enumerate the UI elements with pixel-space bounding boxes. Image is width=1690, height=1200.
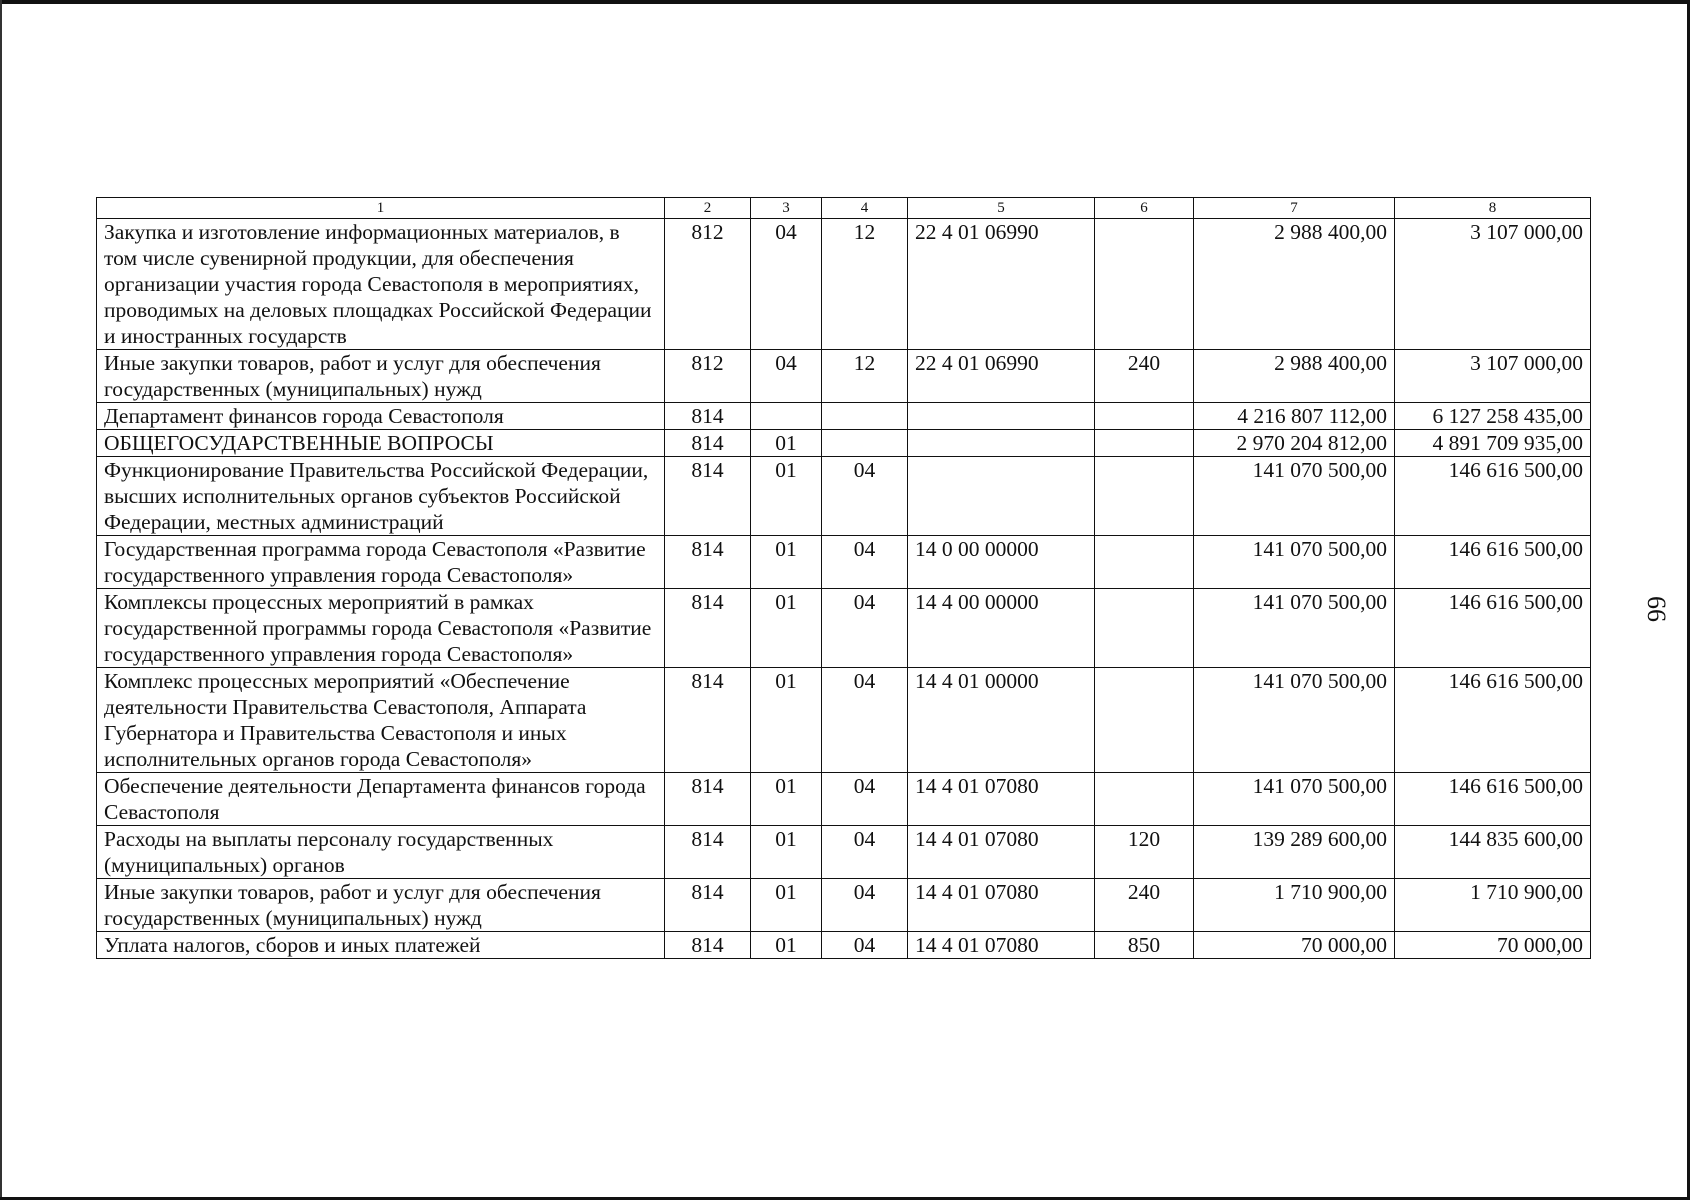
expense-type-cell: 240 (1095, 879, 1194, 932)
expense-name-cell: Закупка и изготовление информационных материалов, в том числе сувенирной продукции, для обеспечения организации участия города Севастополя в мероприятиях, проводимых на деловых площадках Российской Федерации и иностранных государств (97, 219, 665, 350)
amount-year-2-cell: 146 616 500,00 (1395, 773, 1591, 826)
ministry-code-cell: 814 (665, 773, 751, 826)
expense-name-cell: Иные закупки товаров, работ и услуг для обеспечения государственных (муниципальных) нужд (97, 879, 665, 932)
subsection-code-cell: 04 (822, 773, 908, 826)
budget-table (96, 197, 1591, 959)
amount-year-1-cell: 139 289 600,00 (1194, 826, 1395, 879)
col-header-2: 2 (665, 198, 751, 219)
table-row (97, 219, 1591, 350)
target-article-cell: 14 4 01 00000 (908, 668, 1095, 773)
amount-year-1-cell: 141 070 500,00 (1194, 457, 1395, 536)
amount-year-2-cell: 6 127 258 435,00 (1395, 403, 1591, 430)
ministry-code-cell: 812 (665, 219, 751, 350)
amount-year-2-cell: 144 835 600,00 (1395, 826, 1591, 879)
target-article-cell: 14 4 01 07080 (908, 773, 1095, 826)
col-header-6: 6 (1095, 198, 1194, 219)
section-code-cell: 01 (751, 430, 822, 457)
subsection-code-cell: 04 (822, 536, 908, 589)
table-row (97, 589, 1591, 668)
table-row (97, 932, 1591, 959)
target-article-cell: 14 4 01 07080 (908, 826, 1095, 879)
subsection-code-cell: 04 (822, 932, 908, 959)
amount-year-1-cell: 141 070 500,00 (1194, 668, 1395, 773)
expense-type-cell: 120 (1095, 826, 1194, 879)
ministry-code-cell: 814 (665, 879, 751, 932)
section-code-cell: 01 (751, 589, 822, 668)
subsection-code-cell: 04 (822, 668, 908, 773)
ministry-code-cell: 814 (665, 826, 751, 879)
target-article-cell: 22 4 01 06990 (908, 219, 1095, 350)
table-row (97, 826, 1591, 879)
target-article-cell: 14 4 00 00000 (908, 589, 1095, 668)
amount-year-2-cell: 146 616 500,00 (1395, 589, 1591, 668)
scan-edge-left (0, 0, 2, 1200)
section-code-cell: 01 (751, 536, 822, 589)
ministry-code-cell: 814 (665, 536, 751, 589)
col-header-7: 7 (1194, 198, 1395, 219)
expense-type-cell: 850 (1095, 932, 1194, 959)
section-code-cell (751, 403, 822, 430)
table-row (97, 350, 1591, 403)
amount-year-1-cell: 141 070 500,00 (1194, 589, 1395, 668)
subsection-code-cell: 04 (822, 457, 908, 536)
ministry-code-cell: 814 (665, 403, 751, 430)
amount-year-2-cell: 70 000,00 (1395, 932, 1591, 959)
expense-type-cell (1095, 457, 1194, 536)
expense-name-cell: Расходы на выплаты персоналу государственных (муниципальных) органов (97, 826, 665, 879)
section-code-cell: 01 (751, 457, 822, 536)
expense-type-cell (1095, 219, 1194, 350)
amount-year-1-cell: 1 710 900,00 (1194, 879, 1395, 932)
amount-year-1-cell: 2 988 400,00 (1194, 350, 1395, 403)
section-code-cell: 01 (751, 879, 822, 932)
section-code-cell: 04 (751, 219, 822, 350)
expense-name-cell: Иные закупки товаров, работ и услуг для обеспечения государственных (муниципальных) нужд (97, 350, 665, 403)
target-article-cell (908, 430, 1095, 457)
col-header-4: 4 (822, 198, 908, 219)
col-header-1: 1 (97, 198, 665, 219)
expense-type-cell (1095, 773, 1194, 826)
section-code-cell: 01 (751, 668, 822, 773)
page-number: 66 (1642, 596, 1671, 622)
amount-year-1-cell: 2 988 400,00 (1194, 219, 1395, 350)
section-code-cell: 01 (751, 826, 822, 879)
col-header-8: 8 (1395, 198, 1591, 219)
ministry-code-cell: 814 (665, 932, 751, 959)
amount-year-1-cell: 2 970 204 812,00 (1194, 430, 1395, 457)
subsection-code-cell (822, 403, 908, 430)
target-article-cell (908, 457, 1095, 536)
target-article-cell (908, 403, 1095, 430)
amount-year-2-cell: 146 616 500,00 (1395, 668, 1591, 773)
expense-type-cell: 240 (1095, 350, 1194, 403)
section-code-cell: 04 (751, 350, 822, 403)
col-header-3: 3 (751, 198, 822, 219)
ministry-code-cell: 814 (665, 457, 751, 536)
expense-name-cell: Департамент финансов города Севастополя (97, 403, 665, 430)
amount-year-1-cell: 141 070 500,00 (1194, 536, 1395, 589)
expense-name-cell: ОБЩЕГОСУДАРСТВЕННЫЕ ВОПРОСЫ (97, 430, 665, 457)
table-row (97, 773, 1591, 826)
table-row (97, 536, 1591, 589)
ministry-code-cell: 812 (665, 350, 751, 403)
amount-year-1-cell: 70 000,00 (1194, 932, 1395, 959)
amount-year-1-cell: 4 216 807 112,00 (1194, 403, 1395, 430)
expense-name-cell: Государственная программа города Севастополя «Развитие государственного управления города Севастополя» (97, 536, 665, 589)
amount-year-2-cell: 146 616 500,00 (1395, 536, 1591, 589)
subsection-code-cell: 04 (822, 589, 908, 668)
amount-year-2-cell: 4 891 709 935,00 (1395, 430, 1591, 457)
section-code-cell: 01 (751, 932, 822, 959)
table-body (97, 219, 1591, 959)
subsection-code-cell: 04 (822, 879, 908, 932)
ministry-code-cell: 814 (665, 589, 751, 668)
ministry-code-cell: 814 (665, 430, 751, 457)
amount-year-2-cell: 3 107 000,00 (1395, 350, 1591, 403)
subsection-code-cell: 12 (822, 219, 908, 350)
subsection-code-cell: 12 (822, 350, 908, 403)
amount-year-1-cell: 141 070 500,00 (1194, 773, 1395, 826)
col-header-5: 5 (908, 198, 1095, 219)
expense-name-cell: Комплексы процессных мероприятий в рамках государственной программы города Севастополя «Развитие государственного управления города Севастополя» (97, 589, 665, 668)
subsection-code-cell: 04 (822, 826, 908, 879)
amount-year-2-cell: 146 616 500,00 (1395, 457, 1591, 536)
table-row (97, 457, 1591, 536)
table-row (97, 879, 1591, 932)
amount-year-2-cell: 1 710 900,00 (1395, 879, 1591, 932)
target-article-cell: 22 4 01 06990 (908, 350, 1095, 403)
amount-year-2-cell: 3 107 000,00 (1395, 219, 1591, 350)
expense-name-cell: Уплата налогов, сборов и иных платежей (97, 932, 665, 959)
expense-type-cell (1095, 430, 1194, 457)
column-number-row (97, 198, 1591, 219)
table-row (97, 430, 1591, 457)
expense-name-cell: Обеспечение деятельности Департамента финансов города Севастополя (97, 773, 665, 826)
target-article-cell: 14 0 00 00000 (908, 536, 1095, 589)
expense-type-cell (1095, 403, 1194, 430)
target-article-cell: 14 4 01 07080 (908, 879, 1095, 932)
target-article-cell: 14 4 01 07080 (908, 932, 1095, 959)
expense-type-cell (1095, 536, 1194, 589)
expense-name-cell: Функционирование Правительства Российской Федерации, высших исполнительных органов субъектов Российской Федерации, местных администраций (97, 457, 665, 536)
expense-type-cell (1095, 589, 1194, 668)
table-row (97, 668, 1591, 773)
subsection-code-cell (822, 430, 908, 457)
ministry-code-cell: 814 (665, 668, 751, 773)
section-code-cell: 01 (751, 773, 822, 826)
expense-type-cell (1095, 668, 1194, 773)
expense-name-cell: Комплекс процессных мероприятий «Обеспечение деятельности Правительства Севастополя, Аппарата Губернатора и Правительства Севастополя и иных исполнительных органов города Севастополя» (97, 668, 665, 773)
table-row (97, 403, 1591, 430)
scan-edge-top (0, 0, 1690, 4)
